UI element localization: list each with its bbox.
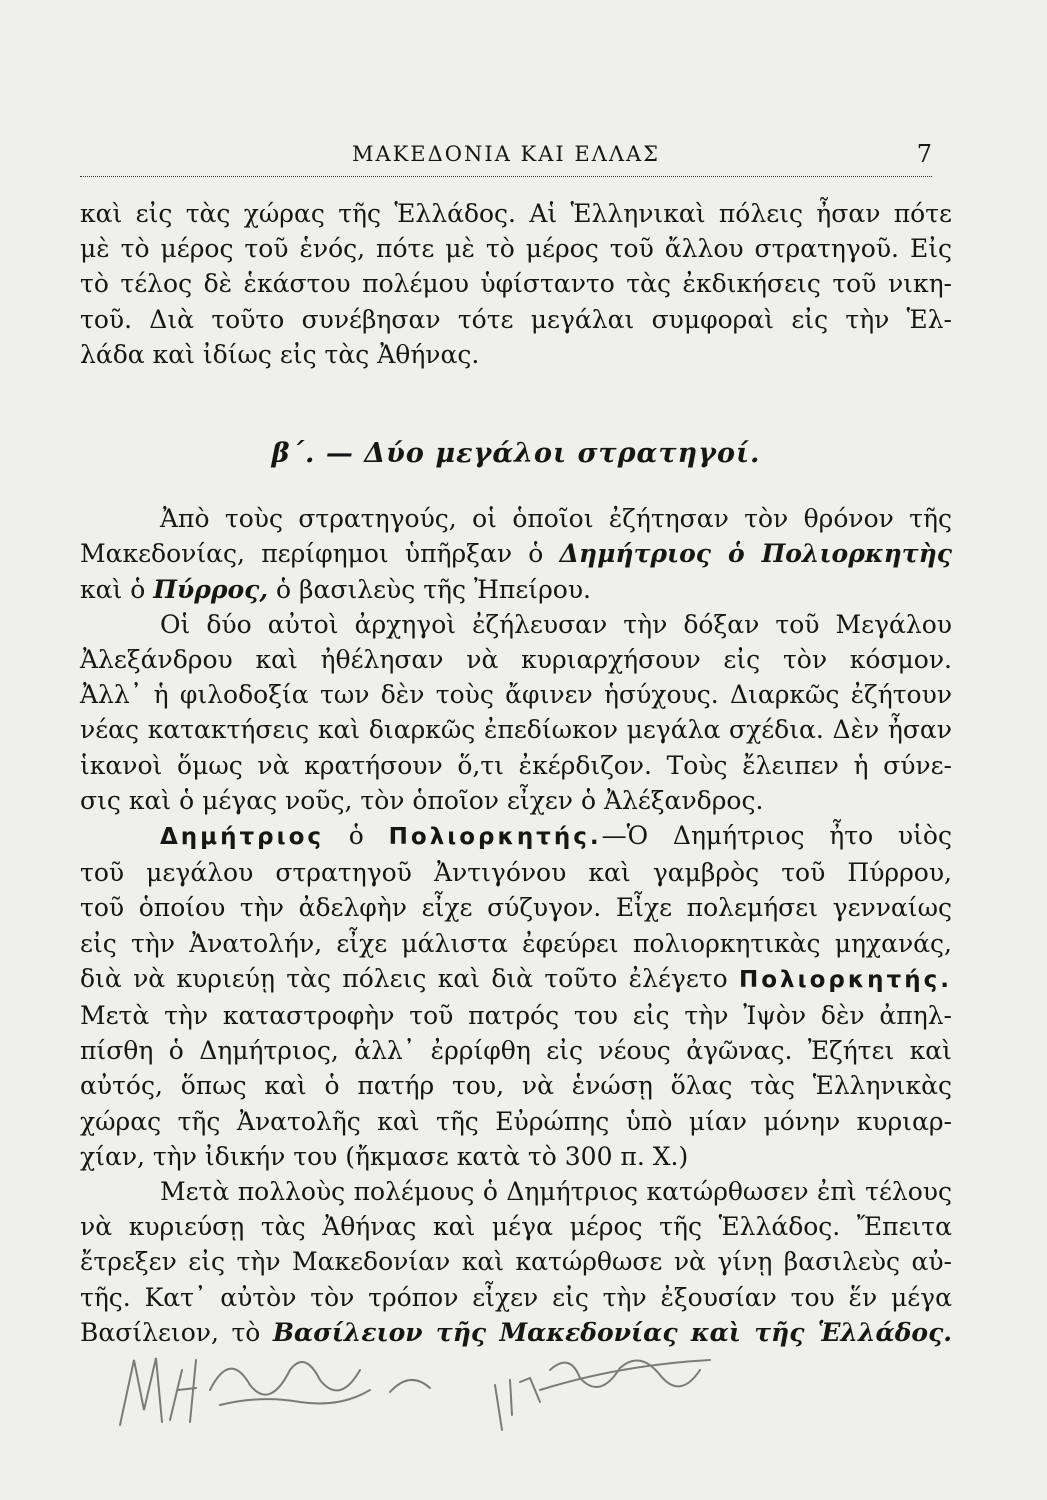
text-run: Βασίλειον, τὸ	[80, 1317, 261, 1347]
paragraph-line: ἱκανοὶ ὅμως νὰ κρατήσουν ὅ,τι ἐκέρδιζον. Τοὺς ἔλειπεν ἡ σύνε-	[80, 750, 952, 780]
section-number: β΄.	[271, 438, 316, 470]
paragraph-line: νέας κατακτήσεις καὶ διαρκῶς ἐπεδίωκον μεγάλα σχέδια. Δὲν ἦσαν	[80, 715, 952, 745]
section-dash: —	[325, 438, 354, 470]
paragraph-line: Ἀλεξάνδρου καὶ ἠθέλησαν νὰ κυριαρχήσουν εἰς τὸν κόσμον.	[80, 645, 952, 675]
paragraph-line: Μετὰ πολλοὺς πολέμους ὁ Δημήτριος κατώρθωσεν ἐπὶ τέλους	[160, 1177, 952, 1207]
intro-line: μὲ τὸ μέρος τοῦ ἑνός, πότε μὲ τὸ μέρος τοῦ ἄλλου στρατηγοῦ. Εἰς	[80, 234, 952, 264]
paragraph-line: αὐτός, ὅπως καὶ ὁ πατήρ του, νὰ ἑνώσῃ ὅλας τὰς Ἑλληνικὰς	[80, 1071, 952, 1101]
text-run: διὰ νὰ κυριεύῃ τὰς πόλεις καὶ διὰ τοῦτο ἐλέγετο	[80, 963, 728, 993]
paragraph-line: Ἀλλ᾽ ἡ φιλοδοξία των δὲν τοὺς ἄφινεν ἡσύχους. Διαρκῶς ἐζήτουν	[80, 680, 952, 710]
paragraph-line: χώρας τῆς Ἀνατολῆς καὶ τῆς Εὐρώπης ὑπὸ μίαν μόνην κυριαρ-	[80, 1106, 952, 1136]
intro-line: καὶ εἰς τὰς χώρας τῆς Ἑλλάδος. Αἱ Ἑλληνικαὶ πόλεις ἦσαν πότε	[80, 199, 952, 228]
paragraph-line	[80, 536, 952, 571]
intro-line: τὸ τέλος δὲ ἑκάστου πολέμου ὑφίσταντο τὰς ἐκδικήσεις τοῦ νικη-	[80, 269, 952, 299]
text-run: ὁ βασιλεὺς τῆς Ἠπείρου.	[276, 574, 591, 604]
text-run: καὶ ὁ	[80, 574, 146, 604]
body-text	[80, 196, 952, 1350]
paragraph-line	[80, 572, 952, 607]
paragraph-line: τοῦ μεγάλου στρατηγοῦ Ἀντιγόνου καὶ γαμβρὸς τοῦ Πύρρου,	[80, 858, 952, 888]
section-heading	[80, 436, 952, 471]
section-title: Δύο μεγάλοι στρατηγοί.	[364, 438, 761, 470]
paragraph-line: Οἱ δύο αὐτοὶ ἀρχηγοὶ ἐζήλευσαν τὴν δόξαν τοῦ Μεγάλου	[160, 609, 952, 639]
text-run: Μακεδονίας, περίφημοι ὑπῆρξαν ὁ	[80, 539, 544, 569]
page-number: 7	[916, 140, 932, 168]
paragraph-line: νὰ κυριεύσῃ τὰς Ἀθήνας καὶ μέγα μέρος τῆς Ἑλλάδος. Ἔπειτα	[80, 1212, 952, 1242]
paragraph-line: σις καὶ ὁ μέγας νοῦς, τὸν ὁποῖον εἶχεν ὁ Ἀλέξανδρος.	[80, 785, 764, 815]
paragraph-line: Ἀπὸ τοὺς στρατηγούς, οἱ ὁποῖοι ἐζήτησαν τὸν θρόνον τῆς	[160, 504, 952, 534]
emphasis-name: Δημήτριος	[160, 824, 325, 851]
paragraph-line: εἰς τὴν Ἀνατολήν, εἶχε μάλιστα ἐφεύρει πολιορκητικὰς μηχανάς,	[80, 928, 952, 958]
paragraph-line	[80, 961, 952, 998]
intro-line: λάδα καὶ ἰδίως εἰς τὰς Ἀθήνας.	[80, 339, 480, 369]
paragraph-line: Μετὰ τὴν καταστροφὴν τοῦ πατρός του εἰς τὴν Ἰψὸν δὲν ἀπηλ-	[80, 1001, 952, 1031]
emphasis-name: Δημήτριος ὁ Πολιορκητὴς	[559, 539, 952, 569]
text-run: ὁ	[348, 821, 364, 851]
emphasis-name: Βασίλειον τῆς Μακεδονίας καὶ τῆς Ἑλλάδος.	[272, 1317, 953, 1347]
text-run: —Ὁ Δημήτριος ἦτο υἱὸς	[601, 821, 952, 851]
page-header	[80, 142, 932, 177]
paragraph-line: τῆς. Κατ᾽ αὐτὸν τὸν τρόπον εἶχεν εἰς τὴν ἐξουσίαν του ἕν μέγα	[80, 1282, 952, 1312]
paragraph-line: τοῦ ὁποίου τὴν ἀδελφὴν εἶχε σύζυγον. Εἶχε πολεμήσει γενναίως	[80, 893, 952, 923]
paragraph-line	[80, 818, 952, 855]
handwritten-signature	[100, 1330, 740, 1440]
intro-line: τοῦ. Διὰ τοῦτο συνέβησαν τότε μεγάλαι συμφοραὶ εἰς τὴν Ἑλ-	[80, 304, 952, 334]
emphasis-name: Πύρρος,	[153, 574, 269, 604]
emphasis-name: Πολιορκητής.	[388, 824, 602, 851]
paragraph-line: χίαν, τὴν ἰδικήν του (ἤκμασε κατὰ τὸ 300 π. Χ.)	[80, 1141, 689, 1171]
paragraph-line: πίσθη ὁ Δημήτριος, ἀλλ᾽ ἐρρίφθη εἰς νέους ἀγῶνας. Ἐζήτει καὶ	[80, 1036, 952, 1066]
running-title: ΜΑΚΕΔΟΝΙΑ ΚΑΙ ΕΛΛΑΣ	[351, 142, 661, 166]
emphasis-name: Πολιορκητής.	[739, 966, 952, 993]
paragraph-line: ἔτρεξεν εἰς τὴν Μακεδονίαν καὶ κατώρθωσε νὰ γίνῃ βασιλεὺς αὐ-	[80, 1247, 952, 1277]
